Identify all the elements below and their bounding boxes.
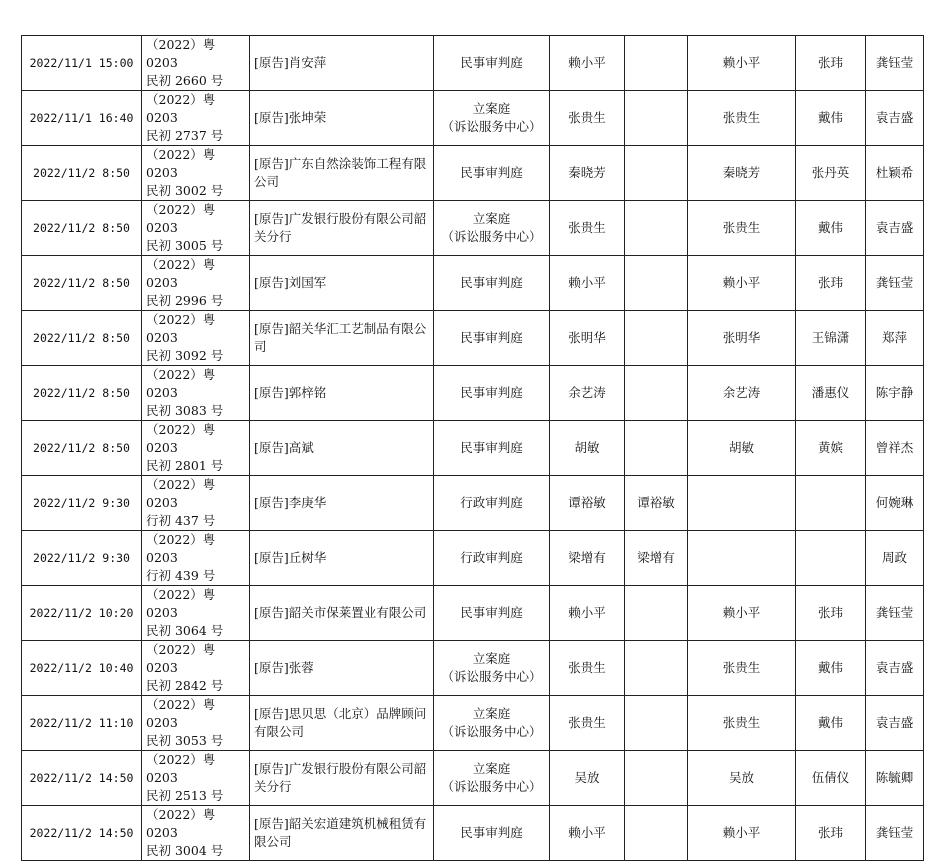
party-cell: [原告]张蓉: [250, 641, 434, 696]
judge-col2-cell: [625, 751, 688, 806]
presiding-cell: [688, 531, 796, 586]
hearing-time-cell: 2022/11/2 8:50: [22, 256, 142, 311]
case-number-line1: （2022）粤 0203: [146, 807, 216, 840]
case-number-line1: （2022）粤 0203: [146, 312, 216, 345]
hearing-time-cell: 2022/11/1 16:40: [22, 91, 142, 146]
judge-col2-cell: [625, 806, 688, 861]
hearing-time-cell: 2022/11/2 8:50: [22, 146, 142, 201]
clerk-cell: 郑萍: [866, 311, 924, 366]
case-number-cell: [142, 696, 250, 751]
party-cell: [原告]张坤荣: [250, 91, 434, 146]
court-cell: 立案庭 （诉讼服务中心）: [434, 91, 550, 146]
case-number-cell: [142, 421, 250, 476]
clerk-cell: 龚钰莹: [866, 586, 924, 641]
clerk-cell: 袁吉盛: [866, 91, 924, 146]
judge-col2-cell: [625, 201, 688, 256]
party-cell: [原告]广发银行股份有限公司韶关分行: [250, 751, 434, 806]
hearing-time-cell: 2022/11/2 8:50: [22, 366, 142, 421]
assistant-cell: 戴伟: [796, 641, 866, 696]
table-row: [22, 421, 924, 476]
assistant-cell: 戴伟: [796, 201, 866, 256]
court-cell: 行政审判庭: [434, 531, 550, 586]
assistant-cell: 伍倩仪: [796, 751, 866, 806]
assistant-cell: 张玮: [796, 256, 866, 311]
presiding-cell: 张明华: [688, 311, 796, 366]
party-cell: [原告]李庚华: [250, 476, 434, 531]
judge-cell: 赖小平: [550, 806, 625, 861]
hearing-time-cell: 2022/11/2 8:50: [22, 201, 142, 256]
clerk-cell: 龚钰莹: [866, 36, 924, 91]
party-cell: [原告]刘国军: [250, 256, 434, 311]
court-cell: 行政审判庭: [434, 476, 550, 531]
party-cell: [原告]韶关宏道建筑机械租赁有限公司: [250, 806, 434, 861]
case-number-line2: 民初 2801 号: [146, 458, 224, 473]
judge-col2-cell: 梁增有: [625, 531, 688, 586]
assistant-cell: 戴伟: [796, 91, 866, 146]
clerk-cell: 龚钰莹: [866, 806, 924, 861]
hearing-time-cell: 2022/11/2 11:10: [22, 696, 142, 751]
presiding-cell: 赖小平: [688, 586, 796, 641]
case-number-cell: [142, 36, 250, 91]
case-number-line2: 民初 3002 号: [146, 183, 224, 198]
table-row: [22, 36, 924, 91]
case-number-line2: 民初 3083 号: [146, 403, 224, 418]
hearing-time-cell: 2022/11/2 8:50: [22, 421, 142, 476]
court-cell: 立案庭 （诉讼服务中心）: [434, 201, 550, 256]
hearing-time-cell: 2022/11/2 9:30: [22, 476, 142, 531]
assistant-cell: 张玮: [796, 586, 866, 641]
presiding-cell: 张贵生: [688, 696, 796, 751]
clerk-cell: 周政: [866, 531, 924, 586]
case-number-line1: （2022）粤 0203: [146, 697, 216, 730]
assistant-cell: 王锦潇: [796, 311, 866, 366]
table-row: [22, 476, 924, 531]
party-cell: [原告]丘树华: [250, 531, 434, 586]
judge-col2-cell: [625, 366, 688, 421]
court-cell: 立案庭 （诉讼服务中心）: [434, 641, 550, 696]
assistant-cell: 潘惠仪: [796, 366, 866, 421]
clerk-cell: 何婉琳: [866, 476, 924, 531]
case-number-line1: （2022）粤 0203: [146, 92, 216, 125]
hearing-time-cell: 2022/11/2 14:50: [22, 806, 142, 861]
assistant-cell: 戴伟: [796, 696, 866, 751]
case-number-cell: [142, 641, 250, 696]
judge-cell: 秦晓芳: [550, 146, 625, 201]
hearing-time-cell: 2022/11/2 10:40: [22, 641, 142, 696]
judge-col2-cell: [625, 256, 688, 311]
clerk-cell: 袁吉盛: [866, 696, 924, 751]
table-row: [22, 531, 924, 586]
case-number-cell: [142, 201, 250, 256]
case-number-line2: 民初 3064 号: [146, 623, 224, 638]
case-number-cell: [142, 146, 250, 201]
case-number-line1: （2022）粤 0203: [146, 37, 216, 70]
case-number-line2: 民初 2996 号: [146, 293, 224, 308]
presiding-cell: [688, 476, 796, 531]
case-number-line1: （2022）粤 0203: [146, 532, 216, 565]
presiding-cell: 赖小平: [688, 256, 796, 311]
party-cell: [原告]肖安萍: [250, 36, 434, 91]
assistant-cell: [796, 476, 866, 531]
court-cell: 民事审判庭: [434, 146, 550, 201]
case-number-line2: 民初 2737 号: [146, 128, 224, 143]
assistant-cell: 张玮: [796, 36, 866, 91]
judge-col2-cell: [625, 641, 688, 696]
judge-col2-cell: [625, 311, 688, 366]
judge-cell: 胡敏: [550, 421, 625, 476]
court-cell: 民事审判庭: [434, 586, 550, 641]
case-number-line1: （2022）粤 0203: [146, 642, 216, 675]
court-cell: 立案庭 （诉讼服务中心）: [434, 696, 550, 751]
case-number-line1: （2022）粤 0203: [146, 477, 216, 510]
case-number-line1: （2022）粤 0203: [146, 367, 216, 400]
case-number-line1: （2022）粤 0203: [146, 257, 216, 290]
hearing-schedule-table: [21, 35, 924, 861]
party-cell: [原告]广发银行股份有限公司韶关分行: [250, 201, 434, 256]
case-number-cell: [142, 531, 250, 586]
case-number-cell: [142, 751, 250, 806]
court-cell: 民事审判庭: [434, 366, 550, 421]
assistant-cell: [796, 531, 866, 586]
judge-cell: 赖小平: [550, 36, 625, 91]
table-row: [22, 91, 924, 146]
judge-cell: 吴放: [550, 751, 625, 806]
presiding-cell: 张贵生: [688, 91, 796, 146]
judge-cell: 梁增有: [550, 531, 625, 586]
case-number-line2: 民初 3005 号: [146, 238, 224, 253]
hearing-time-cell: 2022/11/2 10:20: [22, 586, 142, 641]
presiding-cell: 张贵生: [688, 641, 796, 696]
case-number-line2: 民初 3004 号: [146, 843, 224, 858]
clerk-cell: 龚钰莹: [866, 256, 924, 311]
case-number-line2: 民初 2842 号: [146, 678, 224, 693]
judge-col2-cell: [625, 91, 688, 146]
case-number-line2: 民初 2513 号: [146, 788, 224, 803]
party-cell: [原告]广东自然涂装饰工程有限公司: [250, 146, 434, 201]
judge-cell: 谭裕敏: [550, 476, 625, 531]
table-row: [22, 366, 924, 421]
case-number-cell: [142, 91, 250, 146]
case-number-line1: （2022）粤 0203: [146, 587, 216, 620]
judge-col2-cell: [625, 696, 688, 751]
clerk-cell: 袁吉盛: [866, 641, 924, 696]
table-row: [22, 256, 924, 311]
table-row: [22, 696, 924, 751]
case-number-cell: [142, 256, 250, 311]
presiding-cell: 赖小平: [688, 806, 796, 861]
party-cell: [原告]思贝思（北京）品牌顾问有限公司: [250, 696, 434, 751]
judge-col2-cell: [625, 146, 688, 201]
case-number-line1: （2022）粤 0203: [146, 147, 216, 180]
case-number-cell: [142, 311, 250, 366]
clerk-cell: 曾祥杰: [866, 421, 924, 476]
hearing-time-cell: 2022/11/1 15:00: [22, 36, 142, 91]
court-cell: 民事审判庭: [434, 421, 550, 476]
case-number-line2: 民初 3053 号: [146, 733, 224, 748]
judge-cell: 赖小平: [550, 586, 625, 641]
judge-cell: 张贵生: [550, 641, 625, 696]
table-row: [22, 751, 924, 806]
presiding-cell: 胡敏: [688, 421, 796, 476]
clerk-cell: 杜颖希: [866, 146, 924, 201]
court-cell: 民事审判庭: [434, 806, 550, 861]
case-number-line2: 民初 3092 号: [146, 348, 224, 363]
presiding-cell: 余艺涛: [688, 366, 796, 421]
judge-cell: 赖小平: [550, 256, 625, 311]
hearing-time-cell: 2022/11/2 14:50: [22, 751, 142, 806]
court-cell: 立案庭 （诉讼服务中心）: [434, 751, 550, 806]
case-number-cell: [142, 476, 250, 531]
party-cell: [原告]韶关华汇工艺制品有限公司: [250, 311, 434, 366]
judge-cell: 余艺涛: [550, 366, 625, 421]
court-cell: 民事审判庭: [434, 256, 550, 311]
party-cell: [原告]高斌: [250, 421, 434, 476]
table-row: [22, 311, 924, 366]
judge-cell: 张明华: [550, 311, 625, 366]
assistant-cell: 黄嫔: [796, 421, 866, 476]
court-cell: 民事审判庭: [434, 36, 550, 91]
assistant-cell: 张丹英: [796, 146, 866, 201]
judge-col2-cell: [625, 586, 688, 641]
table-row: [22, 201, 924, 256]
clerk-cell: 陈宇静: [866, 366, 924, 421]
hearing-time-cell: 2022/11/2 8:50: [22, 311, 142, 366]
judge-cell: 张贵生: [550, 91, 625, 146]
case-number-cell: [142, 366, 250, 421]
judge-col2-cell: [625, 36, 688, 91]
judge-col2-cell: 谭裕敏: [625, 476, 688, 531]
case-number-line1: （2022）粤 0203: [146, 752, 216, 785]
case-number-line2: 行初 439 号: [146, 568, 216, 583]
table-row: [22, 806, 924, 861]
case-number-cell: [142, 586, 250, 641]
case-number-line1: （2022）粤 0203: [146, 422, 216, 455]
table-row: [22, 641, 924, 696]
presiding-cell: 秦晓芳: [688, 146, 796, 201]
case-number-cell: [142, 806, 250, 861]
assistant-cell: 张玮: [796, 806, 866, 861]
party-cell: [原告]韶关市保莱置业有限公司: [250, 586, 434, 641]
judge-cell: 张贵生: [550, 201, 625, 256]
clerk-cell: 陈毓卿: [866, 751, 924, 806]
presiding-cell: 张贵生: [688, 201, 796, 256]
case-number-line2: 民初 2660 号: [146, 73, 224, 88]
case-number-line2: 行初 437 号: [146, 513, 216, 528]
case-number-line1: （2022）粤 0203: [146, 202, 216, 235]
party-cell: [原告]郭梓铭: [250, 366, 434, 421]
judge-cell: 张贵生: [550, 696, 625, 751]
hearing-time-cell: 2022/11/2 9:30: [22, 531, 142, 586]
presiding-cell: 吴放: [688, 751, 796, 806]
judge-col2-cell: [625, 421, 688, 476]
table-row: [22, 146, 924, 201]
court-cell: 民事审判庭: [434, 311, 550, 366]
table-row: [22, 586, 924, 641]
clerk-cell: 袁吉盛: [866, 201, 924, 256]
table-body: [22, 36, 924, 861]
presiding-cell: 赖小平: [688, 36, 796, 91]
